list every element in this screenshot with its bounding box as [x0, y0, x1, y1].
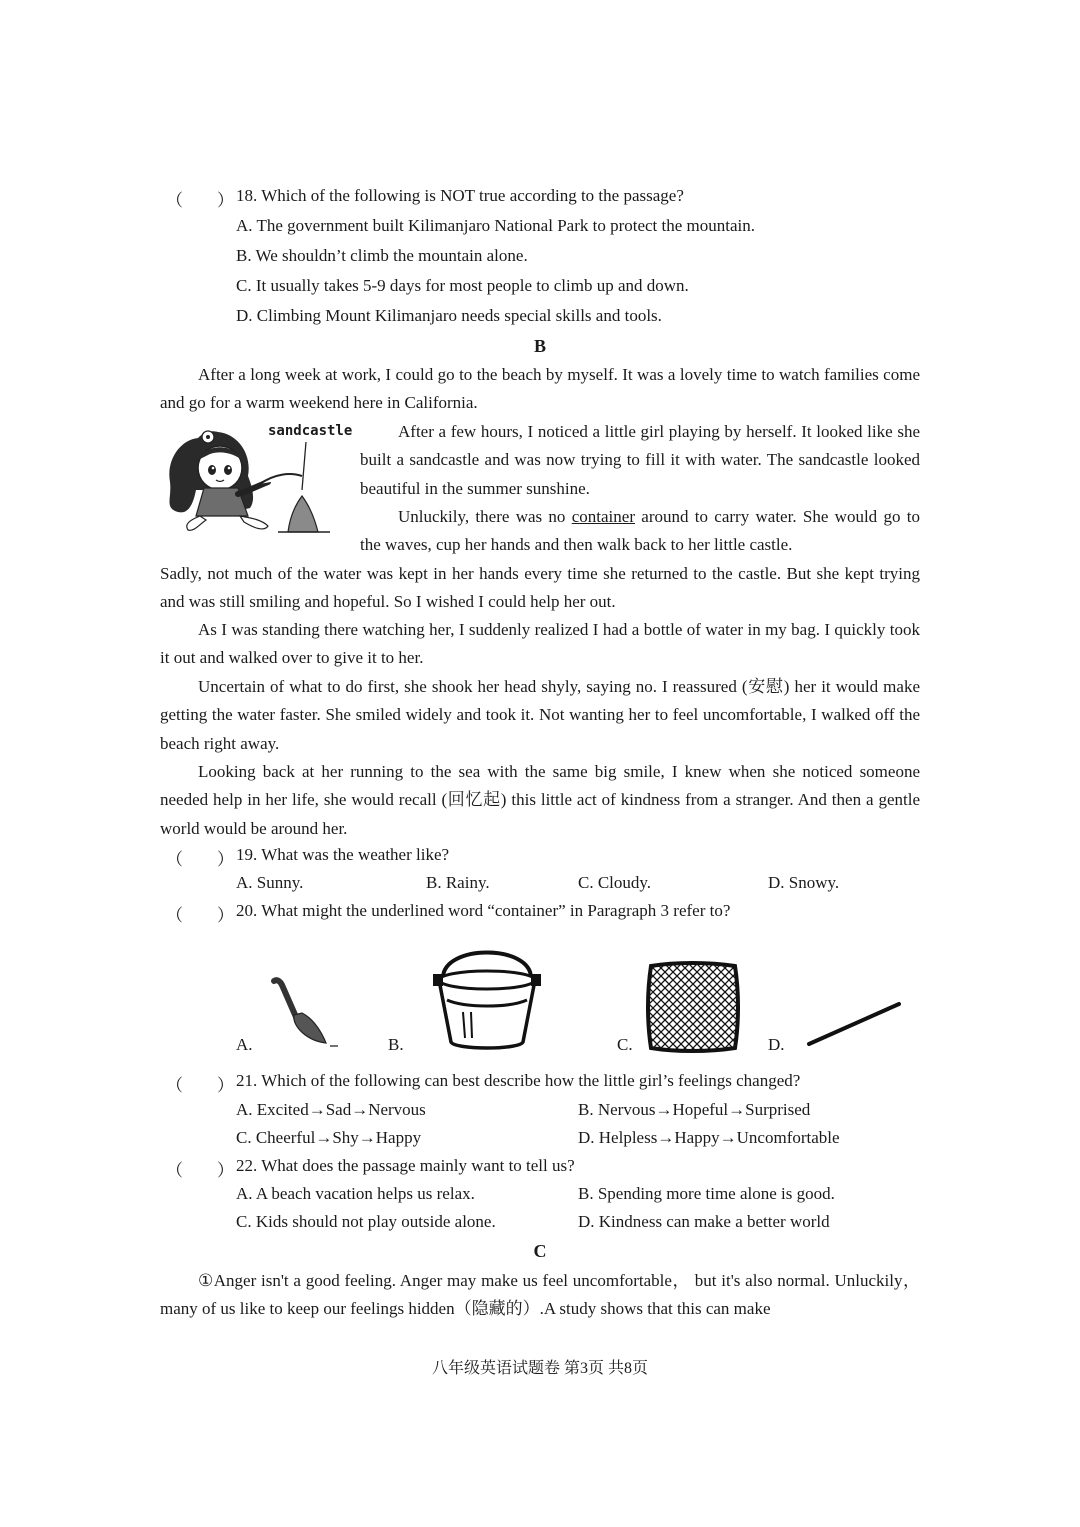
q20-stem: 20. What might the underlined word “container” in Paragraph 3 refer to? [236, 901, 731, 920]
trowel-icon [268, 975, 348, 1050]
q20-option-b: B. [388, 1035, 404, 1054]
answer-blank-21[interactable]: （ ） [166, 1076, 234, 1095]
q20-option-c: C. [617, 1035, 633, 1054]
q22-option-d: D. Kindness can make a better world [578, 1212, 830, 1231]
bucket-icon [425, 938, 550, 1058]
q18-stem: 18. Which of the following is NOT true according to the passage? [236, 186, 684, 205]
q22-stem: 22. What does the passage mainly want to tell us? [236, 1156, 575, 1175]
girl-sandcastle-illustration [160, 420, 345, 535]
q22-option-c: C. Kids should not play outside alone. [236, 1212, 496, 1231]
q18-option-a: A. The government built Kilimanjaro National Park to protect the mountain. [236, 216, 756, 235]
section-b-paragraph-3-continued: Sadly, not much of the water was kept in her hands every time she returned to the castle. But she kept trying and was still smiling and hopeful. So I wished I could help her out. [160, 564, 920, 612]
section-b-paragraph-2: After a few hours, I noticed a little girl playing by herself. It looked like she built a sandcastle and was now trying to fill it with water. The sandcastle looked beautiful in the summer sunshine. [360, 422, 920, 498]
net-icon [645, 960, 740, 1055]
q21-option-c: C. Cheerful→Shy→Happy [236, 1128, 422, 1147]
answer-blank-18[interactable]: （ ） [166, 191, 234, 210]
q18-option-b: B. We shouldn’t climb the mountain alone. [236, 246, 528, 265]
answer-blank-22[interactable]: （ ） [166, 1161, 234, 1180]
q21-option-d: D. Helpless→Happy→Uncomfortable [578, 1128, 840, 1147]
q19-option-d: D. Snowy. [768, 873, 840, 892]
answer-blank-20[interactable]: （ ） [166, 906, 234, 925]
section-b-paragraph-3-start [360, 503, 920, 560]
q20-option-a: A. [236, 1035, 253, 1054]
q20-option-d: D. [768, 1035, 785, 1054]
sandcastle-label: sandcastle [268, 423, 353, 439]
page-footer: 八年级英语试题卷 第3页 共8页 [431, 1360, 648, 1377]
q21-option-a: A. Excited→Sad→Nervous [236, 1100, 426, 1119]
q19-option-c: C. Cloudy. [578, 873, 652, 892]
q22-option-b: B. Spending more time alone is good. [578, 1184, 835, 1203]
paragraph-3-text-a: Unluckily, there was no [398, 507, 572, 526]
section-c-heading: C [533, 1241, 547, 1261]
section-b-paragraph-5: Uncertain of what to do first, she shook her head shyly, saying no. I reassured (安慰) her it would make getting the water faster. She smiled widely and took it. Not wanting her to feel uncomfortable, I walked off the beach right away. [160, 677, 920, 753]
section-b-paragraph-4: As I was standing there watching her, I suddenly realized I had a bottle of water in my bag. I quickly took it out and walked over to give it to her. [160, 620, 920, 668]
underlined-word-container: container [571, 507, 635, 526]
answer-blank-19[interactable]: （ ） [166, 850, 234, 869]
q18-option-c: C. It usually takes 5-9 days for most people to climb up and down. [236, 276, 689, 295]
section-b-heading: B [533, 336, 546, 356]
q18-option-d: D. Climbing Mount Kilimanjaro needs special skills and tools. [236, 306, 662, 325]
section-b-paragraph-1: After a long week at work, I could go to the beach by myself. It was a lovely time to watch families come and go for a warm weekend here in California. [160, 365, 920, 413]
paragraph-3-text-b: around to carry water. She would go to the waves, cup her hands and then walk back to her little castle. [360, 507, 920, 555]
q21-option-b: B. Nervous→Hopeful→Surprised [578, 1100, 811, 1119]
q19-option-b: B. Rainy. [426, 873, 490, 892]
section-b-paragraph-6: Looking back at her running to the sea with the same big smile, I knew when she noticed someone needed help in her life, she would recall (回忆起) this little act of kindness from a stranger. And then a gentle world would be around her. [160, 762, 920, 838]
section-c-paragraph-1: ①Anger isn't a good feeling. Anger may make us feel uncomfortable， but it's also normal. Unluckily，many of us like to keep our feelings hidden（隐藏的）.A study shows that this can make [160, 1271, 920, 1319]
q19-stem: 19. What was the weather like? [236, 845, 450, 864]
stick-icon [805, 998, 905, 1048]
q21-stem: 21. Which of the following can best describe how the little girl’s feelings changed? [236, 1071, 801, 1090]
q22-option-a: A. A beach vacation helps us relax. [236, 1184, 475, 1203]
q19-option-a: A. Sunny. [236, 873, 304, 892]
